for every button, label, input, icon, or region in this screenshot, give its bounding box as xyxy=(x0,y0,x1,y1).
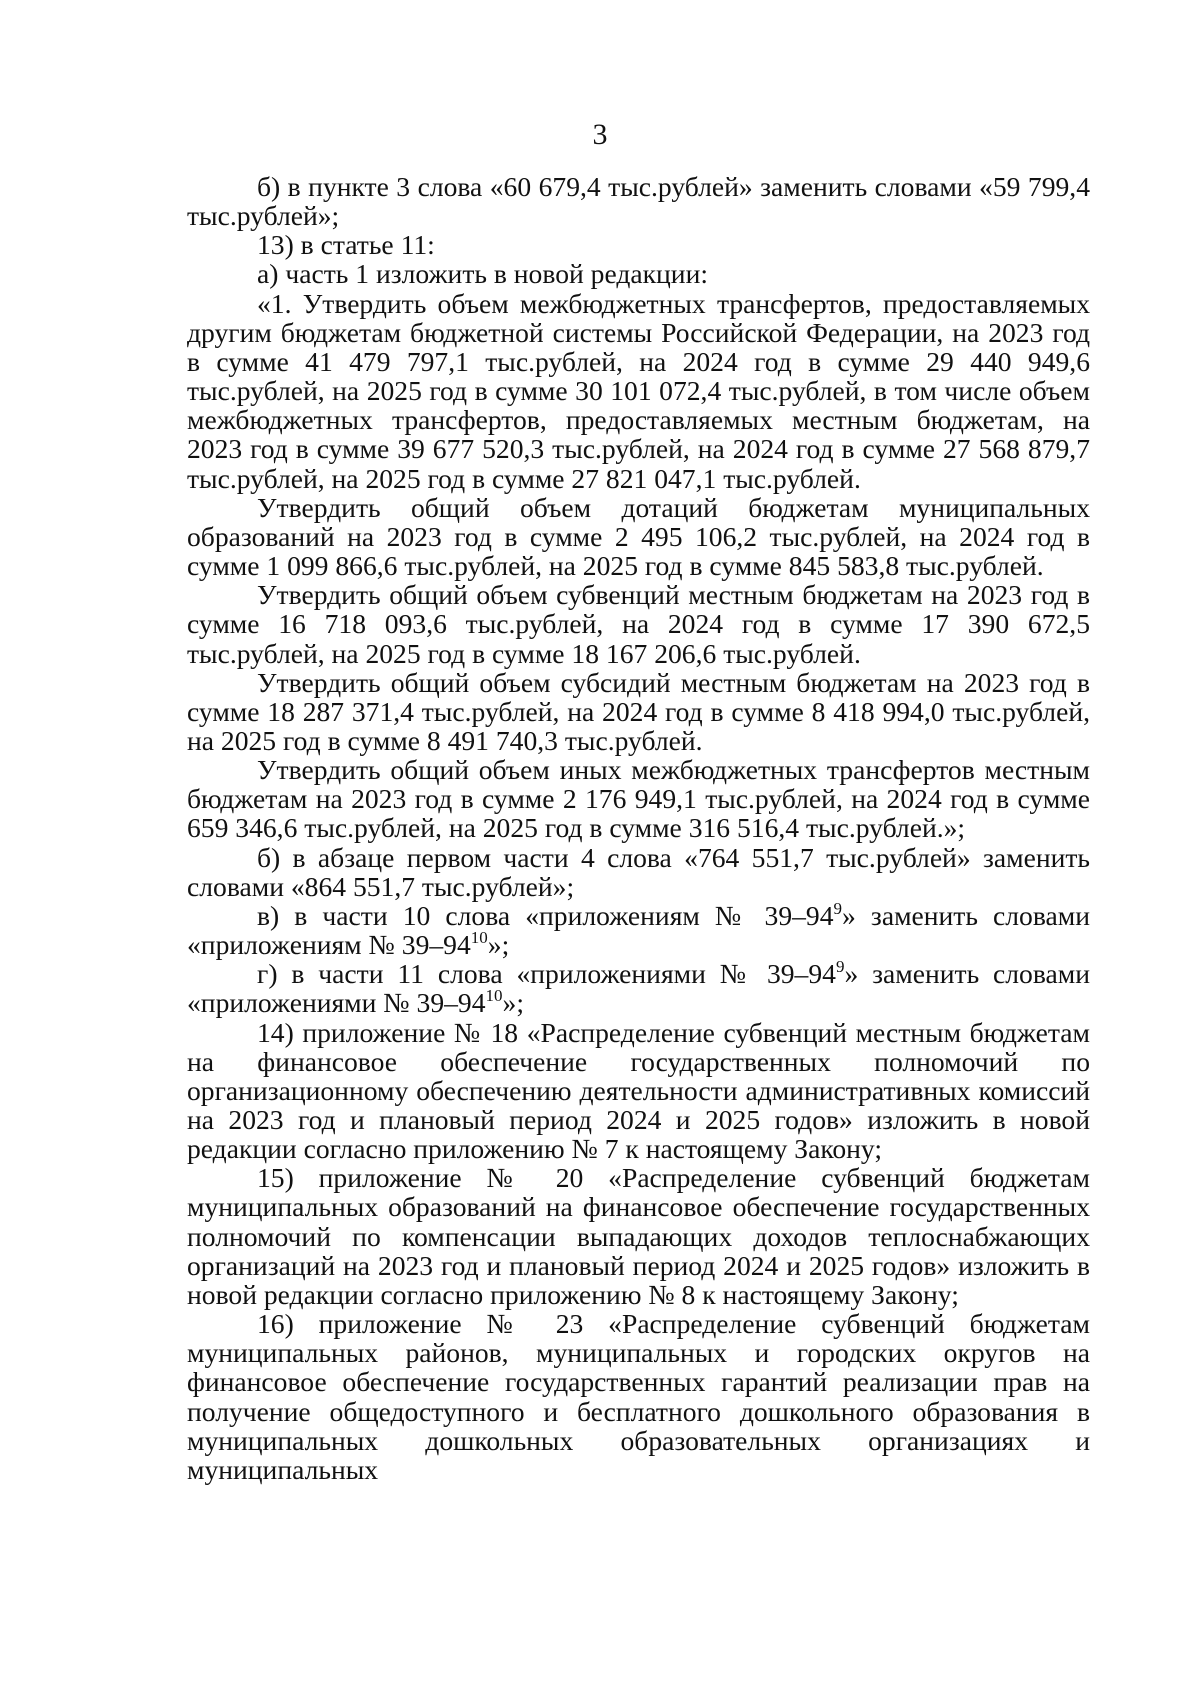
paragraph-item-b-point-3: б) в пункте 3 слова «60 679,4 тыс.рублей» заменить словами «59 799,4 тыс.рублей»; xyxy=(187,171,1090,232)
superscript: 10 xyxy=(470,927,488,947)
text-segment: » заменить словами «приложениям № 39–94 xyxy=(187,899,1090,961)
document-body xyxy=(187,172,1090,1484)
superscript: 10 xyxy=(485,986,503,1006)
paragraph-item-g-part-11 xyxy=(187,959,1090,1017)
text-segment: »; xyxy=(502,987,524,1019)
paragraph-item-14-appendix-18: 14) приложение № 18 «Распределение субвенций местным бюджетам на финансовое обеспечение государственных полномочий по организационному обеспечению деятельности административных комиссий на 2023 год и плановый период 2024 и 2025 годов» изложить в новой редакции согласно приложению № 7 к настоящему Закону; xyxy=(187,1016,1090,1165)
paragraph-dotations: Утвердить общий объем дотаций бюджетам муниципальных образований на 2023 год в сумме 2 495 106,2 тыс.рублей, на 2024 год в сумме 1 099 866,6 тыс.рублей, на 2025 год в сумме 845 583,8 тыс.рублей. xyxy=(187,491,1090,582)
paragraph-item-a-part-1: а) часть 1 изложить в новой редакции: xyxy=(257,258,708,290)
paragraph-subventions: Утвердить общий объем субвенций местным бюджетам на 2023 год в сумме 16 718 093,6 тыс.рублей, на 2024 год в сумме 17 390 672,5 тыс.рублей, на 2025 год в сумме 18 167 206,6 тыс.рублей. xyxy=(187,579,1090,669)
paragraph-subsidies: Утвердить общий объем субсидий местным бюджетам на 2023 год в сумме 18 287 371,4 тыс.рублей, на 2024 год в сумме 8 418 994,0 тыс.рублей, на 2025 год в сумме 8 491 740,3 тыс.рублей. xyxy=(187,666,1090,756)
text-segment: » заменить словами «приложениями № 39–94 xyxy=(187,958,1090,1019)
superscript: 9 xyxy=(833,898,843,918)
paragraph-item-16-appendix-23: 16) приложение № 23 «Распределение субвенций бюджетам муниципальных районов, муниципальных и городских округов на финансовое обеспечение государственных гарантий реализации прав на получение общедоступного и бесплатного дошкольного образования в муниципальных дошкольных образовательных организациях и муниципальных xyxy=(187,1308,1090,1485)
page-number: 3 xyxy=(592,118,608,151)
paragraph-transfers-total: «1. Утвердить объем межбюджетных трансфертов, предоставляемых другим бюджетам бюджетной системы Российской Федерации, на 2023 год в сумме 41 479 797,1 тыс.рублей, на 2024 год в сумме 29 440 949,6 тыс.рублей, на 2025 год в сумме 30 101 072,4 тыс.рублей, в том числе объем межбюджетных трансфертов, предоставляемых местным бюджетам, на 2023 год в сумме 39 677 520,3 тыс.рублей, на 2024 год в сумме 27 568 879,7 тыс.рублей, на 2025 год в сумме 27 821 047,1 тыс.рублей. xyxy=(187,287,1090,494)
paragraph-item-13-article-11: 13) в статье 11: xyxy=(257,229,435,261)
text-segment: г) в части 11 слова «приложениями № 39–94 xyxy=(257,958,836,990)
paragraph-item-v-part-10 xyxy=(187,898,1090,961)
text-segment: в) в части 10 слова «приложениям № 39–94 xyxy=(257,899,834,931)
paragraph-item-b-part-4: б) в абзаце первом части 4 слова «764 551,7 тыс.рублей» заменить словами «864 551,7 тыс.рублей»; xyxy=(187,841,1090,902)
paragraph-other-transfers: Утвердить общий объем иных межбюджетных трансфертов местным бюджетам на 2023 год в сумме 2 176 949,1 тыс.рублей, на 2024 год в сумме 659 346,6 тыс.рублей, на 2025 год в сумме 316 516,4 тыс.рублей.»; xyxy=(187,754,1090,844)
paragraph-item-15-appendix-20: 15) приложение № 20 «Распределение субвенций бюджетам муниципальных образований на финансовое обеспечение государственных полномочий по компенсации выпадающих доходов теплоснабжающих организаций на 2023 год и плановый период 2024 и 2025 годов» изложить в новой редакции согласно приложению № 8 к настоящему Закону; xyxy=(187,1162,1090,1310)
superscript: 9 xyxy=(835,957,845,977)
text-segment: »; xyxy=(487,929,510,961)
